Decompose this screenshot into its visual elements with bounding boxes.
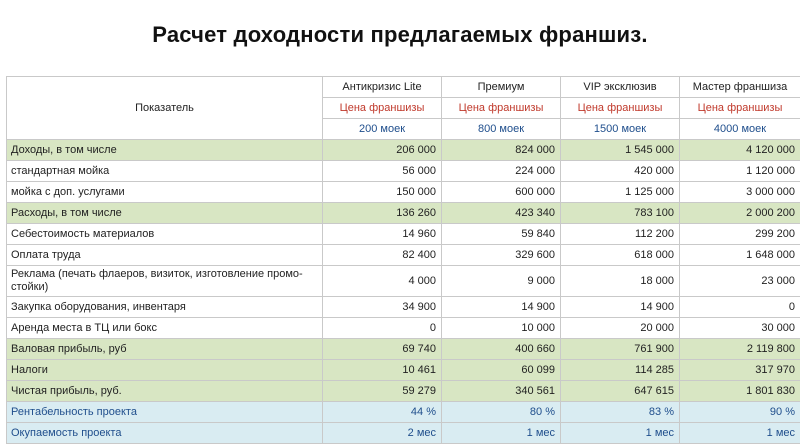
table-row	[7, 318, 800, 339]
row-value: 206 000	[323, 140, 442, 161]
row-value: 317 970	[680, 360, 800, 381]
indicator-header: Показатель	[7, 77, 323, 140]
row-value: 1 545 000	[561, 140, 680, 161]
column-name: Антикризис Lite	[323, 77, 442, 98]
row-value: 59 279	[323, 381, 442, 402]
row-value: 34 900	[323, 297, 442, 318]
price-label: Цена франшизы	[561, 98, 680, 119]
row-value: 1 120 000	[680, 161, 800, 182]
row-value: 224 000	[442, 161, 561, 182]
row-value: 340 561	[442, 381, 561, 402]
row-value: 299 200	[680, 224, 800, 245]
price-value: 4000 моек	[680, 119, 800, 140]
price-value: 800 моек	[442, 119, 561, 140]
table-row	[7, 423, 800, 444]
row-value: 10 000	[442, 318, 561, 339]
column-name: Премиум	[442, 77, 561, 98]
row-label: Доходы, в том числе	[7, 140, 323, 161]
row-label: Аренда места в ТЦ или бокс	[7, 318, 323, 339]
row-value: 0	[680, 297, 800, 318]
page-title: Расчет доходности предлагаемых франшиз.	[0, 22, 800, 48]
row-value: 80 %	[442, 402, 561, 423]
row-value: 18 000	[561, 266, 680, 297]
row-value: 10 461	[323, 360, 442, 381]
row-label: Себестоимость материалов	[7, 224, 323, 245]
row-label: Окупаемость проекта	[7, 423, 323, 444]
row-label: стандартная мойка	[7, 161, 323, 182]
table-row	[7, 224, 800, 245]
row-value: 0	[323, 318, 442, 339]
row-value: 14 900	[442, 297, 561, 318]
row-value: 150 000	[323, 182, 442, 203]
row-value: 90 %	[680, 402, 800, 423]
row-value: 14 960	[323, 224, 442, 245]
row-label: Чистая прибыль, руб.	[7, 381, 323, 402]
table-row	[7, 297, 800, 318]
row-label: Расходы, в том числе	[7, 203, 323, 224]
row-value: 4 000	[323, 266, 442, 297]
row-value: 1 125 000	[561, 182, 680, 203]
row-value: 761 900	[561, 339, 680, 360]
row-value: 59 840	[442, 224, 561, 245]
price-label: Цена франшизы	[442, 98, 561, 119]
row-value: 1 801 830	[680, 381, 800, 402]
row-value: 2 000 200	[680, 203, 800, 224]
row-value: 647 615	[561, 381, 680, 402]
row-value: 329 600	[442, 245, 561, 266]
row-value: 1 648 000	[680, 245, 800, 266]
row-value: 420 000	[561, 161, 680, 182]
price-label: Цена франшизы	[680, 98, 800, 119]
row-value: 83 %	[561, 402, 680, 423]
row-label: Налоги	[7, 360, 323, 381]
row-value: 423 340	[442, 203, 561, 224]
row-value: 14 900	[561, 297, 680, 318]
row-label: Оплата труда	[7, 245, 323, 266]
table-row	[7, 203, 800, 224]
table-row	[7, 402, 800, 423]
row-label: Реклама (печать флаеров, визиток, изготовление промо-стойки)	[7, 266, 323, 297]
row-value: 20 000	[561, 318, 680, 339]
row-value: 824 000	[442, 140, 561, 161]
table-row	[7, 161, 800, 182]
row-value: 136 260	[323, 203, 442, 224]
row-label: Валовая прибыль, руб	[7, 339, 323, 360]
franchise-table	[6, 76, 800, 444]
row-value: 3 000 000	[680, 182, 800, 203]
row-value: 23 000	[680, 266, 800, 297]
table-row	[7, 266, 800, 297]
table-row	[7, 360, 800, 381]
row-value: 783 100	[561, 203, 680, 224]
row-value: 44 %	[323, 402, 442, 423]
row-value: 618 000	[561, 245, 680, 266]
row-value: 69 740	[323, 339, 442, 360]
row-label: Закупка оборудования, инвентаря	[7, 297, 323, 318]
table-row	[7, 245, 800, 266]
row-value: 114 285	[561, 360, 680, 381]
row-label: Рентабельность проекта	[7, 402, 323, 423]
row-value: 1 мес	[680, 423, 800, 444]
row-value: 60 099	[442, 360, 561, 381]
price-value: 1500 моек	[561, 119, 680, 140]
column-name: Мастер франшиза	[680, 77, 800, 98]
table-row	[7, 140, 800, 161]
price-value: 200 моек	[323, 119, 442, 140]
table-row	[7, 339, 800, 360]
row-value: 2 119 800	[680, 339, 800, 360]
row-value: 1 мес	[561, 423, 680, 444]
row-value: 2 мес	[323, 423, 442, 444]
row-value: 4 120 000	[680, 140, 800, 161]
row-value: 1 мес	[442, 423, 561, 444]
row-value: 30 000	[680, 318, 800, 339]
row-value: 56 000	[323, 161, 442, 182]
row-value: 82 400	[323, 245, 442, 266]
price-label: Цена франшизы	[323, 98, 442, 119]
row-value: 600 000	[442, 182, 561, 203]
row-label: мойка с доп. услугами	[7, 182, 323, 203]
table-row	[7, 182, 800, 203]
row-value: 9 000	[442, 266, 561, 297]
header-row-names	[7, 77, 800, 98]
row-value: 400 660	[442, 339, 561, 360]
table-row	[7, 381, 800, 402]
row-value: 112 200	[561, 224, 680, 245]
column-name: VIP эксклюзив	[561, 77, 680, 98]
